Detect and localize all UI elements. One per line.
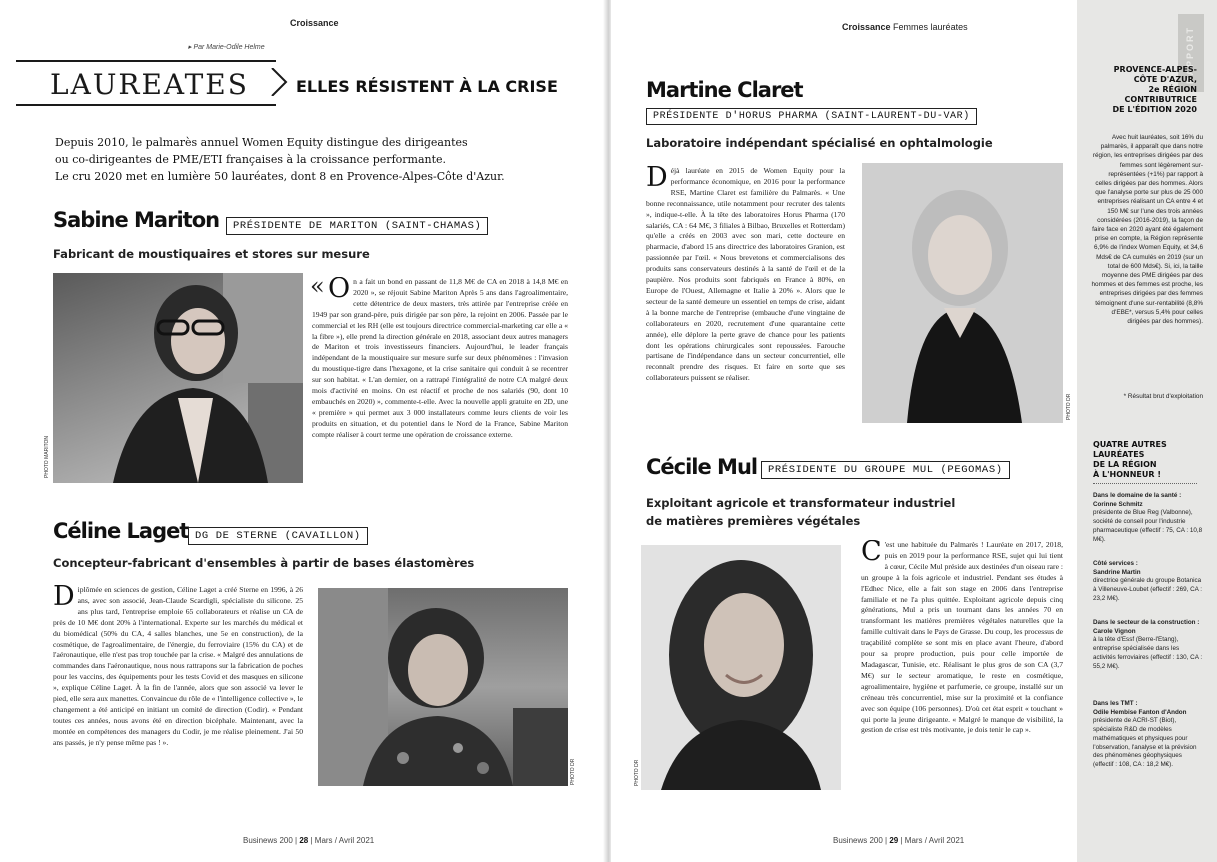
entry-sector: Dans le domaine de la santé : — [1093, 492, 1182, 499]
activity-subtitle: Concepteur-fabricant d'ensembles à partir de bases élastomères — [53, 556, 475, 570]
article-body — [861, 540, 1063, 795]
section-label — [842, 22, 968, 32]
article-text: 'est une habituée du Palmarès ! Lauréate en 2017, 2018, puis en 2019 pour la performance RSE, sujet qui lui tient à cœur, Cécile Mul préside aux destinées d'un oiseau rare : un groupe à la fois agricole et industriel. Pendant ses études à l'Edhec Nice, elle a fait son stage en 2006 dans l'entreprise familiale et ne l'a plus quittée. Exploitant agricole depuis cinq générations, Mul a pris un tournant dans les années 70 en transformant les matières premières végétales naturelles que la famille cultivait dans le Pays de Grasse. Du coup, les processus de traçabilité complète se sont mis en place avant l'heure, d'abord pour sa propre production, puis pour celle importée de Madagascar, Tunisie, etc. Réalisant le plus gros de son CA (3,7 M€) sur le secteur aromatique, le reste en cosmétique, agroalimentaire, hygiène et parfumerie, ce groupe, installé sur un créneau très concurrentiel, mise sur la proximité et la confiance avec son équipe (106 personnes). D'où cet état esprit « touchant » qui porte la jeune dirigeante. « Malgré le manque de visibilité, la gestion de crise est très motivante, je dois tenir le cap ». — [861, 540, 1063, 735]
intro-line: Depuis 2010, le palmarès annuel Women Equity distingue des dirigeantes — [55, 136, 468, 149]
page-footer: Businews 200 | 28 | Mars / Avril 2021 — [243, 836, 375, 845]
sidebar-heading-line: QUATRE AUTRES — [1093, 440, 1167, 449]
portrait-figure — [641, 545, 841, 790]
magazine-name: Businews 200 — [243, 836, 293, 845]
dropcap: D — [646, 166, 668, 193]
dropcap: O — [328, 277, 351, 304]
magazine-name: Businews 200 — [833, 836, 883, 845]
photo-credit: PHOTO MARITON — [44, 435, 50, 478]
role-box: DG DE STERNE (CAVAILLON) — [188, 527, 368, 545]
article-body — [312, 277, 568, 489]
person-name: Cécile Mul — [646, 455, 758, 479]
entry-sector: Côté services : — [1093, 560, 1138, 567]
sidebar-box — [1077, 0, 1217, 862]
activity-subtitle: Fabricant de moustiquaires et stores sur mesure — [53, 247, 370, 261]
activity-subtitle — [646, 494, 955, 530]
page-number: 29 — [889, 836, 899, 845]
person-name: Sabine Mariton — [53, 208, 220, 232]
laureate-entry — [1093, 700, 1203, 770]
photo-credit: PHOTO DR — [570, 758, 576, 785]
intro-line: ou co-dirigeantes de PME/ETI françaises à la croissance performante. — [55, 153, 447, 166]
person-name: Martine Claret — [646, 78, 803, 102]
sidebar-footnote: * Résultat brut d'exploitation — [1123, 393, 1203, 400]
laureate-entry — [1093, 492, 1203, 544]
banner-subtitle: ELLES RÉSISTENT À LA CRISE — [296, 77, 558, 96]
issue-date: Mars / Avril 2021 — [314, 836, 375, 845]
dotted-divider — [1093, 483, 1197, 484]
sidebar-heading-line: CONTRIBUTRICE — [1124, 95, 1197, 104]
entry-name: Sandrine Martin — [1093, 568, 1141, 576]
page-footer: Businews 200 | 29 | Mars / Avril 2021 — [833, 836, 965, 845]
sidebar-heading-line: DE L'ÉDITION 2020 — [1112, 105, 1197, 114]
sidebar-tab-label: RAPPORT — [1185, 25, 1195, 84]
portrait-figure — [862, 163, 1063, 423]
portrait-photo — [53, 273, 303, 483]
activity-line: de matières premières végétales — [646, 514, 861, 528]
laureate-entry — [1093, 619, 1203, 671]
article-body — [53, 585, 303, 790]
entry-sector: Dans le secteur de la construction : — [1093, 619, 1200, 626]
article-text: n a fait un bond en passant de 11,8 M€ de CA en 2018 à 14,8 M€ en 2020 », se réjouit Sabine Mariton Après 5 ans dans l'agroalimentaire, cette détentrice de deux masters, très attirée par l'entreprise créée en 1949 par son grand-père, puis dirigée par son père, la rejoint en 2006. Passée par le commercial et les RH (elle est toujours directrice commercial-marketing car elle a « la fibre »), elle prend la direction générale en 2018, associant deux autres managers de Mariton et trois investisseurs financiers. Aujourd'hui, le leader français indépendant de la moustiquaire sur mesure surfe sur deux phénomènes : l'invasion du moustique-tigre dans l'hexagone, et la crise sanitaire qui conduit à se recentrer sur son habitat. « L'an dernier, on a rattrapé l'intégralité de notre CA malgré deux mois d'activité en moins. On est réactif et proche de nos salariés (90, dont 10 embauchés en 2020) », commente-t-elle. Avec la nouvelle appli gratuite en 2D, une « première » qui permet aux 3 000 installateurs comme leurs clients de voir les produits en situation, et du potentiel dans le Nord de la France, Sabine Mariton compte réaliser à court terme une opération de croissance externe. — [312, 277, 568, 439]
portrait-figure — [53, 273, 303, 483]
section-subtitle: Femmes lauréates — [893, 22, 968, 32]
left-page — [0, 0, 606, 862]
sidebar-heading-line: PROVENCE-ALPES- — [1113, 65, 1197, 74]
sidebar-heading — [1093, 440, 1197, 484]
sidebar-heading-line: LAURÉATES — [1093, 450, 1145, 459]
section-label: Croissance — [290, 18, 339, 28]
issue-date: Mars / Avril 2021 — [904, 836, 965, 845]
entry-description: présidente de ACRI-ST (Biot), spécialiste R&D de modèles mathématiques et physiques pour l'observation, l'analyse et la prévision des phénomènes géophysiques (effectif : 108, CA : 18,2 M€). — [1093, 717, 1197, 768]
entry-description: directrice générale du groupe Botanica à Villeneuve-Loubet (effectif : 269, CA : 23,2 M€). — [1093, 577, 1202, 602]
sidebar-heading-line: DE LA RÉGION — [1093, 460, 1157, 469]
page-number: 28 — [299, 836, 309, 845]
activity-subtitle: Laboratoire indépendant spécialisé en ophtalmologie — [646, 136, 993, 150]
entry-name: Carole Vignon — [1093, 627, 1136, 635]
role-box: PRÉSIDENTE DE MARITON (SAINT-CHAMAS) — [226, 217, 488, 235]
dropcap: D — [53, 585, 75, 612]
person-name: Céline Laget — [53, 519, 189, 543]
laureate-entry — [1093, 560, 1203, 604]
right-page — [611, 0, 1217, 862]
entry-name: Odile Hembise Fanton d'Andon — [1093, 708, 1187, 716]
dropcap: C — [861, 540, 882, 567]
photo-credit: PHOTO DR — [634, 759, 640, 786]
entry-description: présidente de Blue Reg (Valbonne), société de conseil pour l'industrie pharmaceutique (effectif : 75, CA : 10,8 M€). — [1093, 509, 1203, 543]
portrait-photo — [862, 163, 1063, 423]
chevron-right-icon — [270, 68, 288, 96]
banner-title: LAUREATES — [50, 68, 249, 101]
entry-name: Corinne Schmitz — [1093, 500, 1143, 508]
role-box: PRÉSIDENTE D'HORUS PHARMA (SAINT-LAURENT-DU-VAR) — [646, 108, 977, 125]
activity-line: Exploitant agricole et transformateur industriel — [646, 496, 956, 510]
entry-sector: Dans les TMT : — [1093, 700, 1138, 707]
intro-paragraph — [55, 134, 515, 185]
article-text: iplômée en sciences de gestion, Céline Laget a créé Sterne en 1996, à 26 ans, avec son associé, Jean-Claude Scardigli, spécialiste du silicone. 25 ans plus tard, l'entreprise emploie 65 collaborateurs et réalise un CA de près de 10 M€ dont 20% à l'international. Experte sur les marchés du médical et du biomédical (50% du CA, 4 salles blanches, une 5e en construction), de la cosmétique, de l'agroalimentaire, de l'énergie, du ferroviaire (15% du CA) et de l'aéronautique, elle n'est pas trop touchée par la crise. « Malgré des annulations de commandes dans l'aéronautique, nous nous rattrapons sur la fabrication de poches pour les vaccins, des équipements pour les tests Covid et des masques en silicone », explique Céline Laget. À la fin de l'année, alors que son associé va lever le pied, elle sera aux manettes. Convaincue du rôle de « l'intelligence collective », le changement a été anticipé en initiant un comité de direction (Codir). « Pendant toutes ces années, nous avons été en direction bicéphale. Maintenant, avec la montée en compétences des managers du Codir, je me réalise pleinement. J'ai 50 ans passés, je n'y pense même pas ! ». — [53, 585, 303, 747]
entry-description: à la tête d'Essf (Berre-l'Etang), entreprise spécialisée dans les activités ferroviaires (effectif : 130, CA : 55,2 M€). — [1093, 636, 1203, 670]
portrait-figure — [318, 588, 568, 786]
intro-line: Le cru 2020 met en lumière 50 lauréates, dont 8 en Provence-Alpes-Côte d'Azur. — [55, 170, 505, 183]
sidebar-heading-line: À L'HONNEUR ! — [1093, 470, 1161, 479]
photo-credit: PHOTO DR — [1066, 393, 1072, 420]
sidebar-heading-line: 2e RÉGION — [1148, 85, 1197, 94]
byline: ▸ Par Marie-Odile Helme — [188, 44, 265, 51]
section-name: Croissance — [842, 22, 891, 32]
sidebar-heading — [1095, 65, 1197, 115]
portrait-photo — [641, 545, 841, 790]
title-banner — [16, 60, 276, 106]
article-body — [646, 166, 845, 431]
role-box: PRÉSIDENTE DU GROUPE MUL (PEGOMAS) — [761, 461, 1010, 479]
quote-mark: « — [310, 272, 325, 300]
sidebar-text: Avec huit lauréates, soit 16% du palmarès, il apparaît que dans notre région, les entreprises dirigées par des femmes sont légèrement sur-représentées (+1%) par rapport à celles dirigées par des hommes. Alors que l'analyse porte sur plus de 25 000 entreprises réalisant un CA entre 4 et 150 M€ sur l'une des trois années considérées (2016-2019), la façon de faire face en 2020 ayant été également prise en compte, la Région représente 6,9% de l'index Women Equity, et 34,6 Mds€ de CA cumulés en 2019 (sur un total de 600 Mds€). Si, ici, la taille moyenne des PME dirigées par des hommes et des femmes est proche, les entreprises dirigées par des femmes témoignent d'une sur-rentabilité (8,8% d'EBE*, versus 5,4% pour celles dirigées par des hommes). — [1091, 134, 1203, 326]
article-text: éjà lauréate en 2015 de Women Equity pour la performance économique, en 2016 pour la performance RSE, Martine Claret est familière du Palmarès. « Une bonne reconnaissance, utile notamment pour recruter des talents », indique-t-elle. À la tête des laboratoires Horus Pharma (170 salariés, CA : 64 M€, 3 filiales à Bilbao, Bruxelles et Rotterdam) qu'elle a créés en 2003 avec son mari, cette docteure en pharmacie, d'abord 15 ans directrice des laboratoires Granion, est passionnée par l'œil. « Nous brevetons et commercialisons des produits sans conservateurs destinés à la santé de l'œil et de la paupière. Nos produits sont fabriqués en France à 80%, en Europe de l'Ouest, Allemagne et Italie à 20% ». Alors que le secteur de la santé demeure un essentiel en temps de crise, aidant à la bonne marche de l'entreprise (embauche d'une vingtaine de collaborateurs en 2020, recrutement d'une quarantaine cette année), elle déplore la perte grave de chance pour les patients dont les opérations chirurgicales sont repoussées. Farouche partisane de l'indépendance dans un secteur concurrentiel, elle reconnaît prendre des risques. Et faire en sorte que ses collaborateurs puissent se réaliser. — [646, 166, 845, 383]
sidebar-heading-line: CÔTE D'AZUR, — [1133, 75, 1197, 84]
portrait-photo — [318, 588, 568, 786]
